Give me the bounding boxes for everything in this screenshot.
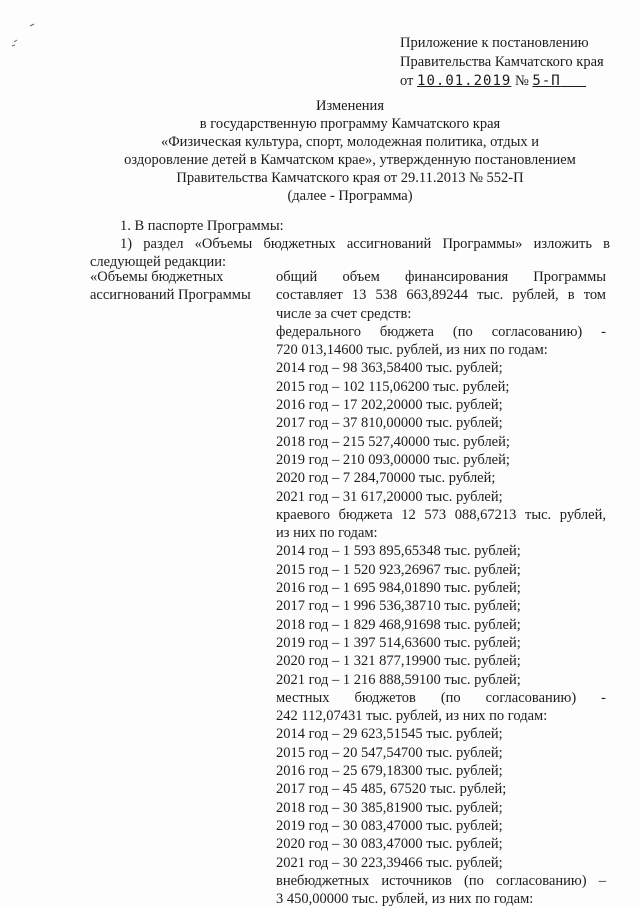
funding-line: 2015 год – 20 547,54700 тыс. рублей; <box>276 744 503 761</box>
left-cell-line-2: ассигнований Программы <box>90 287 251 303</box>
funding-line: 2015 год – 1 520 923,26967 тыс. рублей; <box>276 561 521 578</box>
funding-line: 2017 год – 37 810,00000 тыс. рублей; <box>276 415 503 432</box>
paragraph-2-continued: следующей редакции: <box>90 254 227 270</box>
funding-line: 2018 год – 1 829 468,91698 тыс. рублей; <box>276 616 521 633</box>
heading-line-4: оздоровление детей в Камчатском крае», утвержденную постановлением <box>124 152 576 168</box>
funding-line: 2017 год – 1 996 536,38710 тыс. рублей; <box>276 598 521 615</box>
appendix-date-line <box>400 72 620 91</box>
paragraph-2: 1) раздел «Объемы бюджетных ассигнований Программы» изложить в <box>120 236 610 252</box>
document-date: 10.01.2019 <box>417 73 512 89</box>
left-cell-line-1: «Объемы бюджетных <box>90 269 224 285</box>
funding-line: 2016 год – 25 679,18300 тыс. рублей; <box>276 763 503 780</box>
funding-line: федерального бюджета (по согласованию) - <box>276 323 606 340</box>
table-left-cell <box>90 268 270 304</box>
heading-line-6: (далее - Программа) <box>287 188 413 204</box>
heading-line-3: «Физическая культура, спорт, молодежная политика, отдых и <box>160 134 540 150</box>
funding-line: 2021 год – 30 223,39466 тыс. рублей; <box>276 854 503 871</box>
funding-line: внебюджетных источников (по согласованию) – <box>276 872 606 889</box>
number-prefix: № <box>514 73 529 89</box>
heading-line-5: Правительства Камчатского края от 29.11.2013 № 552-П <box>176 170 524 186</box>
funding-line: 2018 год – 30 385,81900 тыс. рублей; <box>276 799 503 816</box>
margin-mark-icon <box>8 22 38 52</box>
date-prefix: от <box>400 73 414 89</box>
funding-line: 2019 год – 1 397 514,63600 тыс. рублей; <box>276 634 521 651</box>
funding-line: 720 013,14600 тыс. рублей, из них по годам: <box>276 342 548 359</box>
funding-line: 2020 год – 7 284,70000 тыс. рублей; <box>276 470 496 487</box>
appendix-line-1: Приложение к постановлению <box>400 35 589 51</box>
funding-line: 2021 год – 1 216 888,59100 тыс. рублей; <box>276 671 521 688</box>
appendix-line-2: Правительства Камчатского края <box>400 54 604 70</box>
funding-line: 2019 год – 30 083,47000 тыс. рублей; <box>276 817 503 834</box>
funding-line: 2020 год – 1 321 877,19900 тыс. рублей; <box>276 653 521 670</box>
funding-line: 242 112,07431 тыс. рублей, из них по годам: <box>276 708 548 725</box>
document-number: 5-П <box>532 73 561 89</box>
document-heading <box>80 97 620 205</box>
appendix-block <box>400 34 620 91</box>
funding-line: 3 450,00000 тыс. рублей, из них по годам: <box>276 891 534 908</box>
funding-line: 2014 год – 98 363,58400 тыс. рублей; <box>276 360 503 377</box>
funding-line: числе за счет средств: <box>276 305 412 322</box>
funding-line: 2016 год – 17 202,20000 тыс. рублей; <box>276 397 503 414</box>
heading-line-2: в государственную программу Камчатского края <box>199 116 501 132</box>
funding-line: 2016 год – 1 695 984,01890 тыс. рублей; <box>276 580 521 597</box>
funding-line: общий объем финансирования Программы <box>276 269 606 285</box>
paragraph-1: 1. В паспорте Программы: <box>120 218 284 234</box>
funding-line: из них по годам: <box>276 525 378 542</box>
funding-line: краевого бюджета 12 573 088,67213 тыс. рублей, <box>276 506 606 523</box>
funding-line: 2018 год – 215 527,40000 тыс. рублей; <box>276 433 510 450</box>
funding-line: 2019 год – 210 093,00000 тыс. рублей; <box>276 451 510 468</box>
funding-line: 2020 год – 30 083,47000 тыс. рублей; <box>276 836 503 853</box>
funding-line: 2017 год – 45 485, 67520 тыс. рублей; <box>276 781 507 798</box>
funding-line: 2014 год – 1 593 895,65348 тыс. рублей; <box>276 543 521 560</box>
funding-line: составляет 13 538 663,89244 тыс. рублей, в том <box>276 287 606 304</box>
funding-line: 2015 год – 102 115,06200 тыс. рублей; <box>276 378 510 395</box>
funding-line: 2014 год – 29 623,51545 тыс. рублей; <box>276 726 503 743</box>
funding-line: местных бюджетов (по согласованию) - <box>276 689 606 706</box>
table-right-cell <box>276 268 606 908</box>
funding-line: 2021 год – 31 617,20000 тыс. рублей; <box>276 488 503 505</box>
heading-line-1: Изменения <box>316 98 384 114</box>
